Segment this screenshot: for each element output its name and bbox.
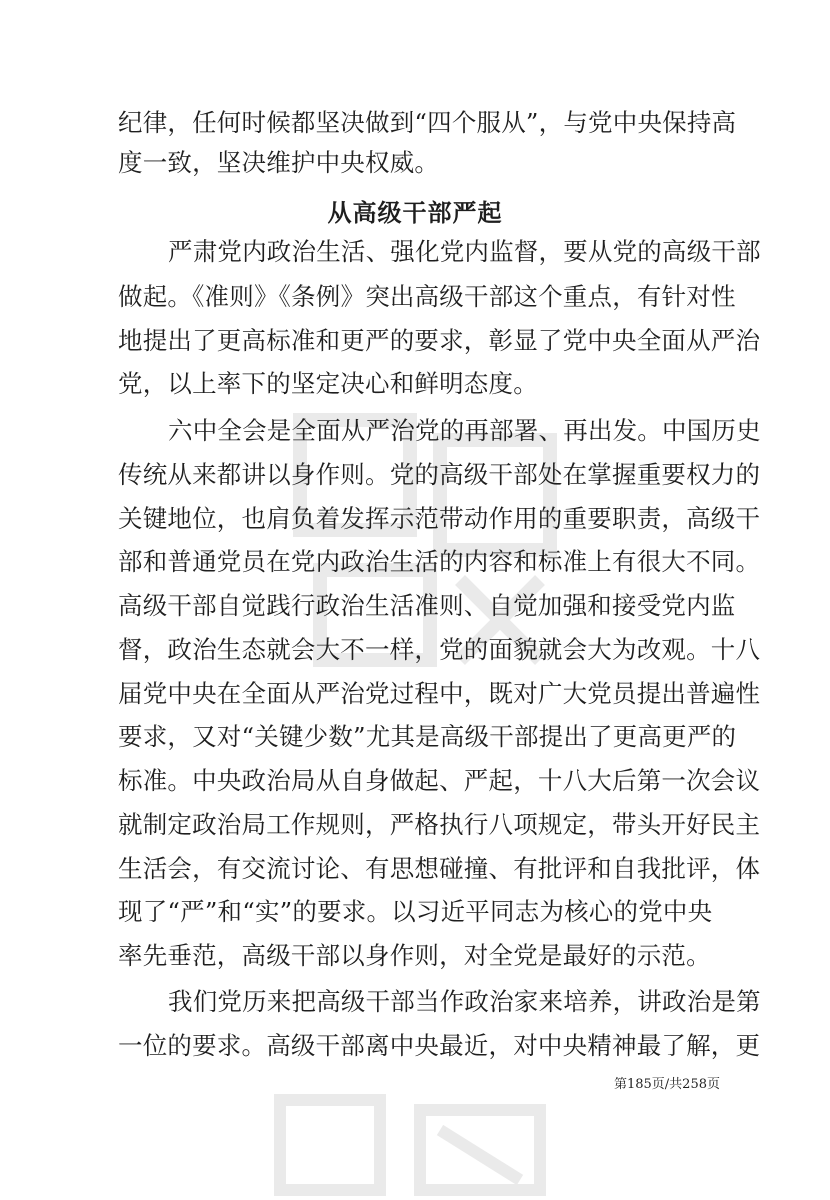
text-line: 率先垂范，高级干部以身作则，对全党是最好的示范。: [118, 941, 711, 970]
text-line: 一位的要求。高级干部离中央最近，对中央精神最了解，更: [118, 1031, 761, 1060]
text-line: 就制定政治局工作规则，严格执行八项规定，带头开好民主: [118, 810, 761, 839]
paragraph-first-line: 严肃党内政治生活、强化党内监督，要从党的高级干部: [168, 237, 761, 266]
paragraph-first-line: 六中全会是全面从严治党的再部署、再出发。中国历史: [168, 416, 761, 445]
text-line: 传统从来都讲以身作则。党的高级干部处在掌握重要权力的: [118, 460, 761, 489]
text-line: 党，以上率下的坚定决心和鲜明态度。: [118, 369, 538, 398]
text-line: 关键地位，也肩负着发挥示范带动作用的重要职责，高级干: [118, 504, 761, 533]
watermark-logo-bottom-icon: [250, 1080, 570, 1200]
text-line: 度一致，坚决维护中央权威。: [118, 148, 440, 177]
text-line: 高级干部自觉践行政治生活准则、自觉加强和接受党内监: [118, 591, 736, 620]
text-line: 部和普通党员在党内政治生活的内容和标准上有很大不同。: [118, 547, 761, 576]
text-line: 地提出了更高标准和更严的要求，彰显了党中央全面从严治: [118, 326, 761, 355]
text-line: 做起。《准则》《条例》突出高级干部这个重点，有针对性: [118, 282, 736, 311]
text-line: 要求，又对“关键少数”尤其是高级干部提出了更高更严的: [118, 722, 737, 751]
text-line: 现了“严”和“实”的要求。以习近平同志为核心的党中央: [118, 897, 713, 926]
section-heading: 从高级干部严起: [327, 198, 503, 227]
text-line: 督，政治生态就会大不一样，党的面貌就会大为改观。十八: [118, 635, 761, 664]
page-number-footer: 第185页/共258页: [613, 1077, 720, 1092]
text-line: 纪律，任何时候都坚决做到“四个服从”，与党中央保持高: [118, 108, 737, 137]
text-line: 届党中央在全面从严治党过程中，既对广大党员提出普遍性: [118, 679, 761, 708]
text-line: 标准。中央政治局从自身做起、严起，十八大后第一次会议: [118, 766, 761, 795]
paragraph-first-line: 我们党历来把高级干部当作政治家来培养，讲政治是第: [168, 987, 761, 1016]
text-line: 生活会，有交流讨论、有思想碰撞、有批评和自我批评，体: [118, 854, 761, 883]
